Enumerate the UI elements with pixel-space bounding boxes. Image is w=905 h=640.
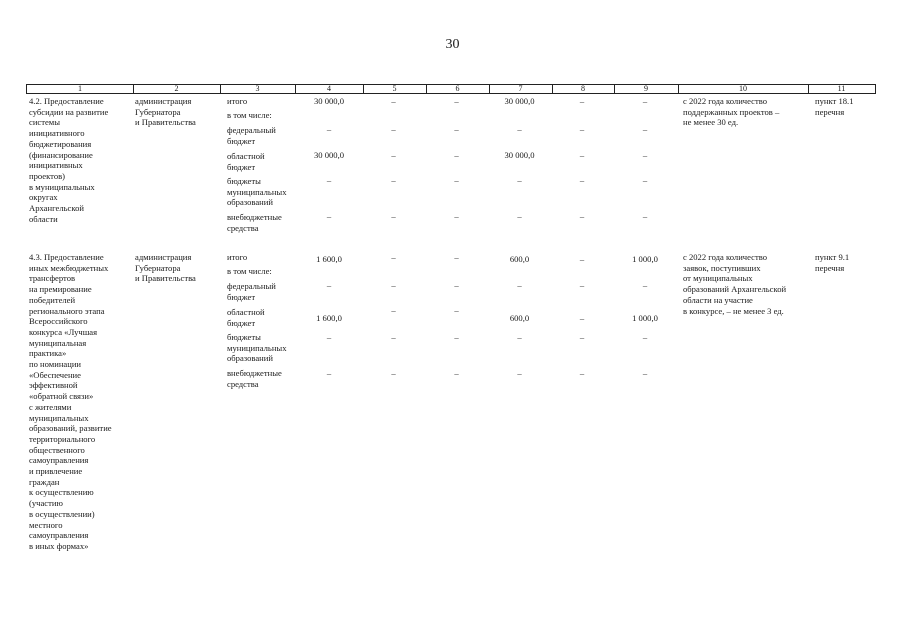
cell-regional-col5: –	[391, 305, 396, 315]
source-label-municipal: бюджеты муниципальных образований	[227, 332, 287, 364]
row-indicator: с 2022 года количество поддержанных проектов – не менее 30 ед.	[683, 96, 780, 128]
cell-total-col9: 1 000,0	[632, 254, 658, 264]
source-label-total: итого	[227, 252, 248, 262]
cell-total-col5: –	[391, 252, 396, 262]
cell-total-col8: –	[579, 96, 585, 106]
cell-federal-col4: –	[326, 124, 332, 134]
cell-municipal-col8: –	[579, 175, 585, 185]
cell-municipal-col5: –	[391, 175, 396, 185]
cell-federal-col7: –	[517, 280, 522, 290]
cell-municipal-col7: –	[517, 332, 522, 342]
header-cell-4: 4	[327, 84, 331, 93]
cell-total-col6: –	[454, 252, 459, 262]
cell-extra-col4: –	[326, 368, 332, 378]
table-header-row	[26, 84, 876, 94]
cell-extra-col9: –	[642, 211, 648, 221]
source-label-extra: внебюджетные средства	[227, 368, 282, 389]
cell-extra-col5: –	[391, 368, 396, 378]
cell-extra-col5: –	[391, 211, 396, 221]
source-label-municipal: бюджеты муниципальных образований	[227, 176, 287, 208]
cell-regional-col8: –	[579, 150, 585, 160]
cell-federal-col5: –	[391, 280, 396, 290]
header-cell-7: 7	[518, 84, 523, 93]
source-label-total: итого	[227, 96, 248, 106]
row-event-name: 4.3. Предоставление иных межбюджетных трансфертов на премирование победителей регионального этапа Всероссийского конкурса «Лучшая муниципальная практика» по номинации «Обеспечение эффективной «обратной связи» с жителями муниципальных образований, развитие территориального общественного самоуправления и привлечение граждан к осуществлению (участию в осуществлении) местного самоуправления в иных формах»	[29, 252, 112, 551]
cell-extra-col8: –	[579, 368, 585, 378]
cell-municipal-col6: –	[454, 175, 459, 185]
cell-municipal-col4: –	[326, 332, 332, 342]
header-cell-3: 3	[255, 84, 260, 93]
cell-municipal-col9: –	[642, 332, 648, 342]
row-reference: пункт 18.1 перечня	[815, 96, 854, 117]
source-label-incl: в том числе:	[227, 110, 272, 120]
cell-extra-col6: –	[454, 211, 459, 221]
source-label-federal: федеральный бюджет	[227, 125, 276, 146]
cell-extra-col8: –	[579, 211, 585, 221]
cell-total-col9: –	[642, 96, 648, 106]
cell-regional-col8: –	[579, 313, 585, 323]
cell-regional-col4: 1 600,0	[316, 313, 342, 323]
cell-regional-col6: –	[454, 305, 459, 315]
header-cell-10: 10	[739, 84, 747, 93]
source-label-regional: областной бюджет	[227, 151, 265, 172]
cell-federal-col8: –	[579, 124, 585, 134]
cell-total-col7: 30 000,0	[504, 96, 535, 106]
row-executor: администрация Губернатора и Правительства	[135, 96, 196, 128]
cell-total-col4: 1 600,0	[316, 254, 342, 264]
row-reference: пункт 9.1 перечня	[815, 252, 850, 273]
cell-municipal-col9: –	[642, 175, 648, 185]
cell-federal-col4: –	[326, 280, 332, 290]
cell-regional-col9: 1 000,0	[632, 313, 658, 323]
cell-extra-col7: –	[517, 211, 522, 221]
header-cell-5: 5	[392, 84, 397, 93]
cell-total-col7: 600,0	[509, 254, 530, 264]
cell-federal-col7: –	[517, 124, 522, 134]
cell-federal-col6: –	[454, 124, 459, 134]
row-indicator: с 2022 года количество заявок, поступивших от муниципальных образований Архангельской области на участие в конкурсе, – не менее 3 ед.	[683, 252, 787, 316]
source-label-federal: федеральный бюджет	[227, 281, 276, 302]
cell-extra-col9: –	[642, 368, 648, 378]
row-executor: администрация Губернатора и Правительства	[135, 252, 196, 284]
cell-regional-col7: 30 000,0	[504, 150, 535, 160]
source-label-regional: областной бюджет	[227, 307, 265, 328]
source-label-extra: внебюджетные средства	[227, 212, 282, 233]
cell-municipal-col4: –	[326, 175, 332, 185]
header-cell-11: 11	[837, 84, 846, 93]
cell-federal-col8: –	[579, 280, 585, 290]
header-cell-1: 1	[78, 84, 82, 93]
cell-municipal-col5: –	[391, 332, 396, 342]
cell-federal-col9: –	[642, 280, 648, 290]
cell-total-col6: –	[454, 96, 459, 106]
cell-federal-col9: –	[642, 124, 648, 134]
header-cell-9: 9	[644, 84, 648, 93]
header-cell-8: 8	[581, 84, 585, 93]
cell-total-col8: –	[579, 254, 585, 264]
header-cell-2: 2	[174, 84, 179, 93]
source-label-incl: в том числе:	[227, 266, 272, 276]
cell-extra-col6: –	[454, 368, 459, 378]
page-number: 30	[445, 37, 460, 52]
cell-federal-col5: –	[391, 124, 396, 134]
cell-extra-col4: –	[326, 211, 332, 221]
cell-municipal-col6: –	[454, 332, 459, 342]
cell-total-col5: –	[391, 96, 396, 106]
cell-regional-col7: 600,0	[509, 313, 530, 323]
cell-municipal-col8: –	[579, 332, 585, 342]
cell-federal-col6: –	[454, 280, 459, 290]
cell-municipal-col7: –	[517, 175, 522, 185]
cell-regional-col9: –	[642, 150, 648, 160]
cell-extra-col7: –	[517, 368, 522, 378]
cell-regional-col6: –	[454, 150, 459, 160]
header-cell-6: 6	[455, 84, 460, 93]
cell-regional-col5: –	[391, 150, 396, 160]
row-event-name: 4.2. Предоставление субсидии на развитие системы инициативного бюджетирования (финансирование инициативных проектов) в муниципальных округах Архангельской области	[29, 96, 109, 224]
cell-regional-col4: 30 000,0	[313, 150, 345, 160]
cell-total-col4: 30 000,0	[313, 96, 345, 106]
